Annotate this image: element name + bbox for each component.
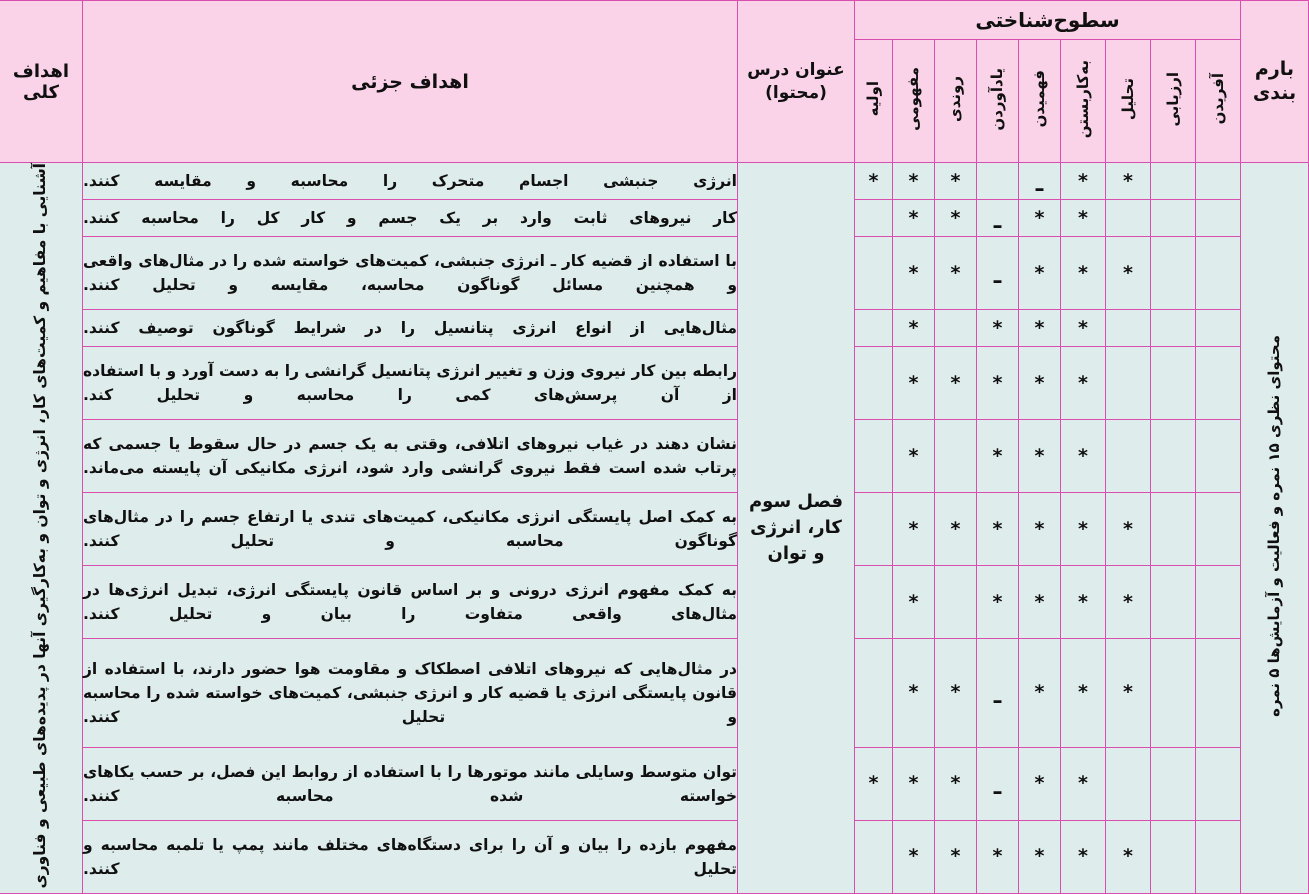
mark-cell[interactable] xyxy=(855,347,893,420)
mark-cell[interactable] xyxy=(1196,820,1241,893)
mark-cell[interactable] xyxy=(1019,493,1061,566)
header-lesson-title xyxy=(738,1,855,163)
mark-cell[interactable] xyxy=(893,200,935,237)
mark-cell[interactable] xyxy=(1196,347,1241,420)
mark-cell[interactable] xyxy=(935,566,977,639)
header-level-bekarbastan: به‌کاربستن xyxy=(1061,40,1106,163)
mark-cell[interactable] xyxy=(1061,747,1106,820)
star-glyph: * xyxy=(950,371,961,394)
mark-cell[interactable] xyxy=(1019,163,1061,200)
header-level-arzyabi: ارزیابی xyxy=(1151,40,1196,163)
star-glyph: * xyxy=(950,206,961,229)
mark-cell[interactable] xyxy=(855,820,893,893)
objective-cell: رابطه بین کار نیروی وزن و تغییر انرژی پتانسیل گرانشی را به دست آورد و با استفاده از آن پرسش‌های کمی را محاسبه و تحلیل کند. xyxy=(83,347,738,420)
mark-cell[interactable] xyxy=(977,347,1019,420)
mark-cell[interactable] xyxy=(1196,310,1241,347)
star-glyph: * xyxy=(908,517,919,540)
lesson-title-line-1: فصل سوم xyxy=(748,490,844,512)
star-glyph: * xyxy=(992,590,1003,613)
barem-value-cell xyxy=(1241,163,1309,894)
mark-cell[interactable] xyxy=(1061,237,1106,310)
dash-glyph: ـ xyxy=(993,774,1002,800)
table-body xyxy=(0,163,1309,894)
mark-cell[interactable] xyxy=(1061,347,1106,420)
table-row xyxy=(0,820,1309,893)
mark-cell[interactable] xyxy=(855,163,893,200)
mark-cell[interactable] xyxy=(1019,347,1061,420)
mark-cell[interactable] xyxy=(1061,200,1106,237)
mark-cell[interactable] xyxy=(1061,820,1106,893)
mark-cell[interactable] xyxy=(1106,163,1151,200)
mark-cell[interactable] xyxy=(1151,420,1196,493)
header-lesson-title-line2: (محتوا) xyxy=(765,82,827,103)
star-glyph: * xyxy=(908,316,919,339)
star-glyph: * xyxy=(992,444,1003,467)
mark-cell[interactable] xyxy=(1061,420,1106,493)
table-row xyxy=(0,163,1309,200)
mark-cell[interactable] xyxy=(935,820,977,893)
mark-cell[interactable] xyxy=(893,420,935,493)
mark-cell[interactable] xyxy=(1196,237,1241,310)
mark-cell[interactable] xyxy=(1106,747,1151,820)
mark-cell[interactable] xyxy=(1106,566,1151,639)
mark-cell[interactable] xyxy=(977,639,1019,748)
mark-cell[interactable] xyxy=(855,420,893,493)
mark-cell[interactable] xyxy=(1151,310,1196,347)
mark-cell[interactable] xyxy=(1151,237,1196,310)
objective-cell: کار نیروهای ثابت وارد بر یک جسم و کار کل را محاسبه کنند. xyxy=(83,200,738,237)
mark-cell[interactable] xyxy=(977,493,1019,566)
lesson-title-line-3: و توان xyxy=(767,542,825,564)
mark-cell[interactable] xyxy=(1106,200,1151,237)
star-glyph: * xyxy=(1034,206,1045,229)
star-glyph: * xyxy=(1123,169,1133,192)
star-glyph: * xyxy=(1123,517,1133,540)
mark-cell[interactable] xyxy=(935,347,977,420)
table-row xyxy=(0,420,1309,493)
mark-cell[interactable] xyxy=(977,237,1019,310)
mark-cell[interactable] xyxy=(1151,639,1196,748)
mark-cell[interactable] xyxy=(1151,200,1196,237)
mark-cell[interactable] xyxy=(855,237,893,310)
star-glyph: * xyxy=(1078,681,1088,704)
star-glyph: * xyxy=(908,845,919,868)
mark-cell[interactable] xyxy=(1019,420,1061,493)
mark-cell[interactable] xyxy=(1196,200,1241,237)
mark-cell[interactable] xyxy=(1106,820,1151,893)
barem-value-text: محتوای نظری ۱۵ نمره و فعالیت و آزمایش‌ها ۵ نمره xyxy=(1265,334,1283,717)
mark-cell[interactable] xyxy=(935,420,977,493)
header-lesson-title-line1: عنوان درس xyxy=(747,60,845,81)
star-glyph: * xyxy=(1034,845,1045,868)
mark-cell[interactable] xyxy=(935,747,977,820)
mark-cell[interactable] xyxy=(1106,639,1151,748)
objective-cell: به کمک مفهوم انرژی درونی و بر اساس قانون پایستگی انرژی، تبدیل انرژی‌ها در مثال‌های واقعی متفاوت را بیان و تحلیل کنند. xyxy=(83,566,738,639)
mark-cell[interactable] xyxy=(1196,420,1241,493)
mark-cell[interactable] xyxy=(1151,493,1196,566)
star-glyph: * xyxy=(1034,772,1045,795)
header-partial-goals: اهداف جزئی xyxy=(83,1,738,163)
star-glyph: * xyxy=(1123,845,1133,868)
mark-cell[interactable] xyxy=(1061,639,1106,748)
mark-cell[interactable] xyxy=(855,493,893,566)
star-glyph: * xyxy=(1078,206,1088,229)
star-glyph: * xyxy=(1034,590,1045,613)
star-glyph: * xyxy=(950,845,961,868)
mark-cell[interactable] xyxy=(935,237,977,310)
mark-cell[interactable] xyxy=(1106,237,1151,310)
star-glyph: * xyxy=(908,444,919,467)
objective-cell: نشان دهند در غیاب نیروهای اتلافی، وقتی به یک جسم در حال سقوط یا جسمی که پرتاب شده است فقط نیروی گرانشی وارد شود، انرژی مکانیکی آن پایسته می‌ماند. xyxy=(83,420,738,493)
mark-cell[interactable] xyxy=(1061,493,1106,566)
mark-cell[interactable] xyxy=(1151,820,1196,893)
star-glyph: * xyxy=(1034,681,1045,704)
mark-cell[interactable] xyxy=(1106,420,1151,493)
mark-cell[interactable] xyxy=(977,747,1019,820)
mark-cell[interactable] xyxy=(1061,566,1106,639)
star-glyph: * xyxy=(908,590,919,613)
table-row xyxy=(0,310,1309,347)
header-level-tahlil: تحلیل xyxy=(1106,40,1151,163)
mark-cell[interactable] xyxy=(1019,566,1061,639)
star-glyph: * xyxy=(1078,517,1088,540)
table-header xyxy=(0,1,1309,163)
objective-cell: به کمک اصل پایستگی انرژی مکانیکی، کمیت‌های تندی یا ارتفاع جسم را در مثال‌های گوناگون محاسبه و تحلیل کنند. xyxy=(83,493,738,566)
mark-cell[interactable] xyxy=(977,163,1019,200)
mark-cell[interactable] xyxy=(1106,347,1151,420)
header-level-avvaliyeh: اولیه xyxy=(855,40,893,163)
mark-cell[interactable] xyxy=(1151,347,1196,420)
star-glyph: * xyxy=(1078,316,1088,339)
star-glyph: * xyxy=(1034,517,1045,540)
star-glyph: * xyxy=(992,845,1003,868)
mark-cell[interactable] xyxy=(935,200,977,237)
mark-cell[interactable] xyxy=(1196,493,1241,566)
mark-cell[interactable] xyxy=(1196,163,1241,200)
mark-cell[interactable] xyxy=(893,237,935,310)
star-glyph: * xyxy=(1123,261,1133,284)
mark-cell[interactable] xyxy=(1019,639,1061,748)
star-glyph: * xyxy=(1123,590,1133,613)
lesson-title-cell xyxy=(738,163,855,894)
dash-glyph: ـ xyxy=(993,683,1002,709)
header-cognitive-levels-group: سطوح‌شناختی xyxy=(855,1,1241,40)
mark-cell[interactable] xyxy=(1106,493,1151,566)
objective-cell: مثال‌هایی از انواع انرژی پتانسیل را در شرایط گوناگون توصیف کنند. xyxy=(83,310,738,347)
mark-cell[interactable] xyxy=(855,310,893,347)
objective-cell: توان متوسط وسایلی مانند موتورها را با استفاده از روابط این فصل، بر حسب یکاهای خواسته شده محاسبه کنند. xyxy=(83,747,738,820)
table-row xyxy=(0,747,1309,820)
star-glyph: * xyxy=(1078,772,1088,795)
star-glyph: * xyxy=(908,206,919,229)
table-row xyxy=(0,493,1309,566)
mark-cell[interactable] xyxy=(855,566,893,639)
mark-cell[interactable] xyxy=(855,200,893,237)
mark-cell[interactable] xyxy=(1061,163,1106,200)
mark-cell[interactable] xyxy=(1019,237,1061,310)
star-glyph: * xyxy=(1123,681,1133,704)
star-glyph: * xyxy=(1078,590,1088,613)
mark-cell[interactable] xyxy=(935,493,977,566)
header-level-yadavardan: یادآوردن xyxy=(977,40,1019,163)
objective-cell: انرژی جنبشی اجسام متحرک را محاسبه و مقایسه کنند. xyxy=(83,163,738,200)
star-glyph: * xyxy=(992,517,1003,540)
mark-cell[interactable] xyxy=(1151,163,1196,200)
objective-cell: با استفاده از قضیه کار ـ انرژی جنبشی، کمیت‌های خواسته شده را در مثال‌های واقعی و همچنین مسائل گوناگون محاسبه، مقایسه و تحلیل کنند. xyxy=(83,237,738,310)
header-level-mafhumi: مفهومی xyxy=(893,40,935,163)
mark-cell[interactable] xyxy=(1151,747,1196,820)
mark-cell[interactable] xyxy=(1019,310,1061,347)
mark-cell[interactable] xyxy=(855,747,893,820)
star-glyph: * xyxy=(1034,316,1045,339)
dash-glyph: ـ xyxy=(993,264,1002,290)
header-level-ravandi: روندی xyxy=(935,40,977,163)
lesson-title-line-2: کار، انرژی xyxy=(750,516,842,538)
header-row-top xyxy=(0,1,1309,40)
mark-cell[interactable] xyxy=(855,639,893,748)
star-glyph: * xyxy=(1078,371,1088,394)
mark-cell[interactable] xyxy=(977,200,1019,237)
star-glyph: * xyxy=(1078,169,1088,192)
star-glyph: * xyxy=(908,681,919,704)
objective-cell: مفهوم بازده را بیان و آن را برای دستگاه‌های مختلف مانند پمپ یا تلمبه محاسبه و تحلیل کنند. xyxy=(83,820,738,893)
star-glyph: * xyxy=(950,772,961,795)
mark-cell[interactable] xyxy=(1106,310,1151,347)
table-row xyxy=(0,639,1309,748)
mark-cell[interactable] xyxy=(1196,747,1241,820)
header-main-goals: اهداف کلی xyxy=(0,1,83,163)
star-glyph: * xyxy=(1034,444,1045,467)
star-glyph: * xyxy=(992,371,1003,394)
main-goal-cell xyxy=(0,163,83,894)
star-glyph: * xyxy=(950,169,961,192)
mark-cell[interactable] xyxy=(935,163,977,200)
star-glyph: * xyxy=(950,517,961,540)
mark-cell[interactable] xyxy=(1196,639,1241,748)
mark-cell[interactable] xyxy=(1019,747,1061,820)
star-glyph: * xyxy=(950,261,961,284)
header-level-afaridan: آفریدن xyxy=(1196,40,1241,163)
mark-cell[interactable] xyxy=(893,163,935,200)
star-glyph: * xyxy=(1034,261,1045,284)
star-glyph: * xyxy=(908,169,919,192)
header-level-fahmidan: فهمیدن xyxy=(1019,40,1061,163)
star-glyph: * xyxy=(908,772,919,795)
mark-cell[interactable] xyxy=(1019,820,1061,893)
mark-cell[interactable] xyxy=(935,639,977,748)
mark-cell[interactable] xyxy=(977,310,1019,347)
star-glyph: * xyxy=(908,261,919,284)
header-barem xyxy=(1241,1,1309,163)
mark-cell[interactable] xyxy=(1151,566,1196,639)
mark-cell[interactable] xyxy=(893,493,935,566)
star-glyph: * xyxy=(992,316,1003,339)
mark-cell[interactable] xyxy=(977,566,1019,639)
mark-cell[interactable] xyxy=(893,820,935,893)
star-glyph: * xyxy=(1078,845,1088,868)
star-glyph: * xyxy=(1034,371,1045,394)
mark-cell[interactable] xyxy=(977,420,1019,493)
star-glyph: * xyxy=(1078,261,1088,284)
dash-glyph: ـ xyxy=(1035,172,1044,198)
table-row xyxy=(0,347,1309,420)
mark-cell[interactable] xyxy=(977,820,1019,893)
dash-glyph: ـ xyxy=(993,209,1002,235)
table-row xyxy=(0,200,1309,237)
mark-cell[interactable] xyxy=(893,639,935,748)
star-glyph: * xyxy=(868,772,879,795)
mark-cell[interactable] xyxy=(893,566,935,639)
header-barem-line1: بارم xyxy=(1254,57,1295,80)
mark-cell[interactable] xyxy=(893,310,935,347)
mark-cell[interactable] xyxy=(935,310,977,347)
star-glyph: * xyxy=(868,169,879,192)
main-goal-text: آشنایی با مفاهیم و کمیت‌های کار، انرژی و توان و به‌کارگیری آنها در پدیده‌های طبیعی و فناوری xyxy=(31,163,50,889)
star-glyph: * xyxy=(908,371,919,394)
mark-cell[interactable] xyxy=(893,347,935,420)
star-glyph: * xyxy=(950,681,961,704)
objective-cell: در مثال‌هایی که نیروهای اتلافی اصطکاک و مقاومت هوا حضور دارند، با استفاده از قانون پایستگی انرژی یا قضیه کار و انرژی جنبشی، کمیت‌های خواسته شده را محاسبه و تحلیل کنند. xyxy=(83,639,738,748)
table-row xyxy=(0,237,1309,310)
mark-cell[interactable] xyxy=(1019,200,1061,237)
mark-cell[interactable] xyxy=(893,747,935,820)
mark-cell[interactable] xyxy=(1196,566,1241,639)
header-barem-line2: بندی xyxy=(1252,81,1297,104)
table-row xyxy=(0,566,1309,639)
mark-cell[interactable] xyxy=(1061,310,1106,347)
star-glyph: * xyxy=(1078,444,1088,467)
